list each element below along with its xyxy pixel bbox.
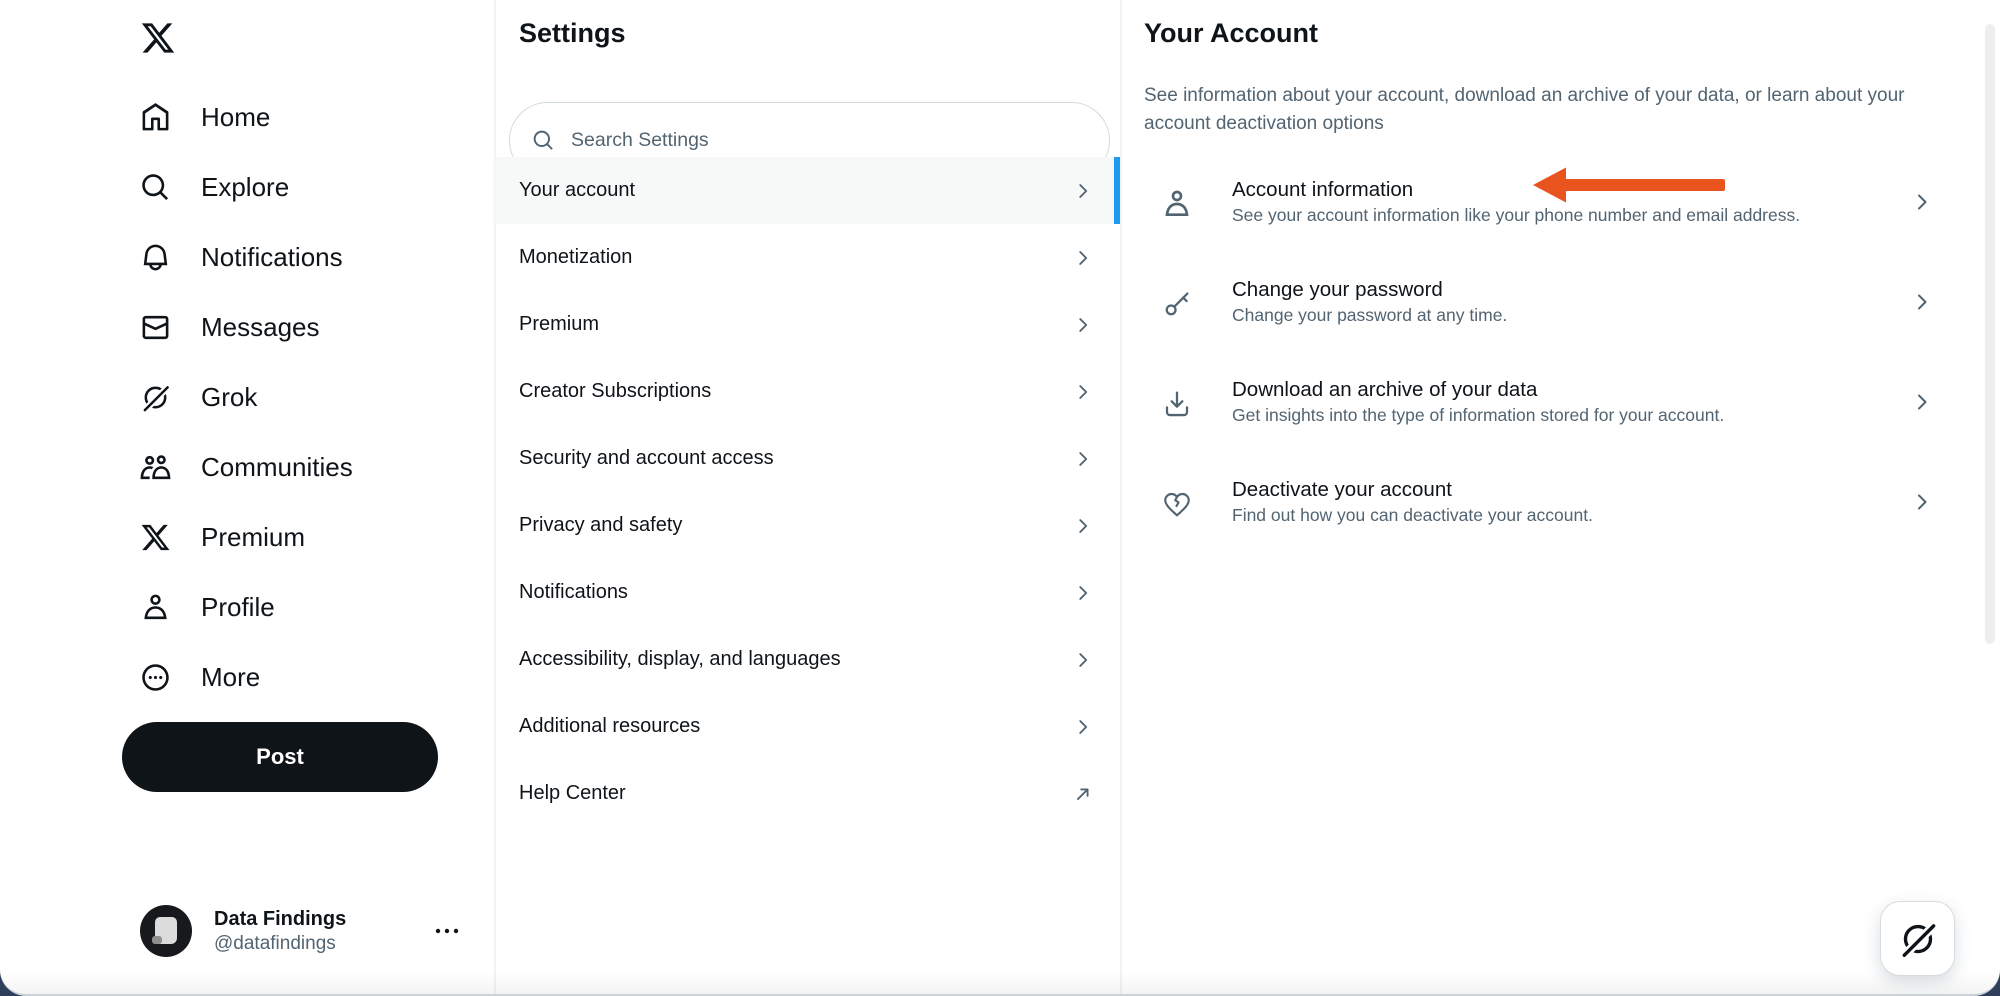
chevron-right-icon bbox=[1072, 515, 1094, 537]
home-icon bbox=[140, 102, 171, 133]
account-item-title: Download an archive of your data bbox=[1232, 378, 1538, 401]
chevron-right-icon bbox=[1910, 390, 1934, 414]
grok-icon bbox=[1898, 919, 1938, 959]
account-item-change-password[interactable] bbox=[1121, 240, 2000, 340]
sidebar-item-label: Home bbox=[201, 101, 271, 132]
key-icon bbox=[1161, 288, 1193, 320]
chevron-right-icon bbox=[1072, 716, 1094, 738]
x-home-logo-button[interactable] bbox=[138, 18, 178, 58]
grok-icon bbox=[140, 382, 171, 413]
chevron-right-icon bbox=[1072, 448, 1094, 470]
settings-item-privacy-and-safety[interactable] bbox=[495, 492, 1120, 559]
settings-title: Settings bbox=[519, 18, 626, 48]
settings-item-label: Monetization bbox=[519, 246, 633, 268]
external-link-icon bbox=[1072, 783, 1094, 805]
account-item-title: Account information bbox=[1232, 178, 1414, 201]
person-icon bbox=[140, 592, 171, 623]
account-item-subtitle: Change your password at any time. bbox=[1232, 305, 1508, 325]
envelope-icon bbox=[140, 312, 171, 343]
settings-item-help-center[interactable] bbox=[495, 760, 1120, 827]
account-switcher[interactable] bbox=[122, 896, 470, 966]
sidebar-item-more[interactable] bbox=[0, 642, 494, 712]
person-icon bbox=[1161, 188, 1193, 220]
sidebar-item-grok[interactable] bbox=[0, 362, 494, 432]
page-title: Your Account bbox=[1144, 18, 1318, 48]
sidebar-item-label: Grok bbox=[201, 381, 258, 412]
account-item-subtitle: See your account information like your phone number and email address. bbox=[1232, 205, 1801, 225]
sidebar-item-communities[interactable] bbox=[0, 432, 494, 502]
settings-item-label: Help Center bbox=[519, 782, 626, 804]
post-button[interactable]: Post bbox=[122, 722, 438, 792]
avatar bbox=[140, 905, 192, 957]
chevron-right-icon bbox=[1072, 314, 1094, 336]
search-icon bbox=[140, 172, 171, 203]
chevron-right-icon bbox=[1910, 290, 1934, 314]
settings-item-accessibility-display-languages[interactable] bbox=[495, 626, 1120, 693]
settings-item-premium[interactable] bbox=[495, 291, 1120, 358]
sidebar-item-label: Notifications bbox=[201, 241, 343, 272]
sidebar-item-home[interactable] bbox=[0, 82, 494, 152]
sidebar-item-messages[interactable] bbox=[0, 292, 494, 362]
broken-heart-icon bbox=[1161, 488, 1193, 520]
settings-item-monetization[interactable] bbox=[495, 224, 1120, 291]
settings-item-notifications[interactable] bbox=[495, 559, 1120, 626]
account-item-title: Deactivate your account bbox=[1232, 478, 1452, 501]
sidebar-item-label: Communities bbox=[201, 451, 353, 482]
x-logo-icon bbox=[140, 522, 171, 553]
chevron-right-icon bbox=[1072, 649, 1094, 671]
sidebar-item-label: Premium bbox=[201, 521, 306, 552]
account-handle: @datafindings bbox=[214, 932, 336, 954]
scrollbar[interactable] bbox=[1985, 24, 1995, 644]
sidebar-nav bbox=[0, 82, 494, 712]
settings-item-additional-resources[interactable] bbox=[495, 693, 1120, 760]
account-item-account-information[interactable] bbox=[1121, 140, 2000, 240]
account-item-deactivate-account[interactable] bbox=[1121, 440, 2000, 540]
settings-item-label: Creator Subscriptions bbox=[519, 380, 712, 402]
chevron-right-icon bbox=[1072, 180, 1094, 202]
sidebar-item-premium[interactable] bbox=[0, 502, 494, 572]
settings-list bbox=[495, 157, 1120, 827]
settings-item-label: Privacy and safety bbox=[519, 514, 683, 536]
sidebar-item-label: Messages bbox=[201, 311, 320, 342]
search-settings-input[interactable] bbox=[569, 128, 1087, 153]
account-item-subtitle: Get insights into the type of information stored for your account. bbox=[1232, 405, 1725, 425]
settings-item-label: Premium bbox=[519, 313, 600, 335]
more-options-icon bbox=[434, 927, 460, 935]
more-circle-icon bbox=[140, 662, 171, 693]
download-icon bbox=[1161, 388, 1193, 420]
account-item-subtitle: Find out how you can deactivate your account. bbox=[1232, 505, 1593, 525]
x-logo-icon bbox=[140, 20, 176, 56]
sidebar-item-profile[interactable] bbox=[0, 572, 494, 642]
settings-item-security-and-account-access[interactable] bbox=[495, 425, 1120, 492]
account-item-download-archive[interactable] bbox=[1121, 340, 2000, 440]
search-icon bbox=[532, 129, 555, 152]
settings-item-label: Additional resources bbox=[519, 715, 701, 737]
settings-item-your-account[interactable] bbox=[495, 157, 1120, 224]
sidebar-item-label: More bbox=[201, 661, 261, 692]
chevron-right-icon bbox=[1072, 582, 1094, 604]
settings-item-creator-subscriptions[interactable] bbox=[495, 358, 1120, 425]
bell-icon bbox=[140, 242, 171, 273]
account-item-title: Change your password bbox=[1232, 278, 1443, 301]
settings-item-label: Your account bbox=[519, 179, 636, 201]
chevron-right-icon bbox=[1072, 381, 1094, 403]
chevron-right-icon bbox=[1072, 247, 1094, 269]
settings-item-label: Notifications bbox=[519, 581, 628, 603]
people-icon bbox=[140, 452, 171, 483]
page-description: See information about your account, download an archive of your data, or learn about your account deactivation options bbox=[1144, 85, 1905, 134]
sidebar-item-label: Explore bbox=[201, 171, 290, 202]
account-name: Data Findings bbox=[214, 907, 347, 930]
scroll-curl bbox=[152, 936, 162, 944]
settings-item-label: Accessibility, display, and languages bbox=[519, 648, 841, 670]
sidebar-item-explore[interactable] bbox=[0, 152, 494, 222]
grok-floating-button[interactable] bbox=[1880, 901, 1955, 976]
sidebar-item-label: Profile bbox=[201, 591, 275, 622]
sidebar-item-notifications[interactable] bbox=[0, 222, 494, 292]
settings-item-label: Security and account access bbox=[519, 447, 774, 469]
chevron-right-icon bbox=[1910, 190, 1934, 214]
chevron-right-icon bbox=[1910, 490, 1934, 514]
